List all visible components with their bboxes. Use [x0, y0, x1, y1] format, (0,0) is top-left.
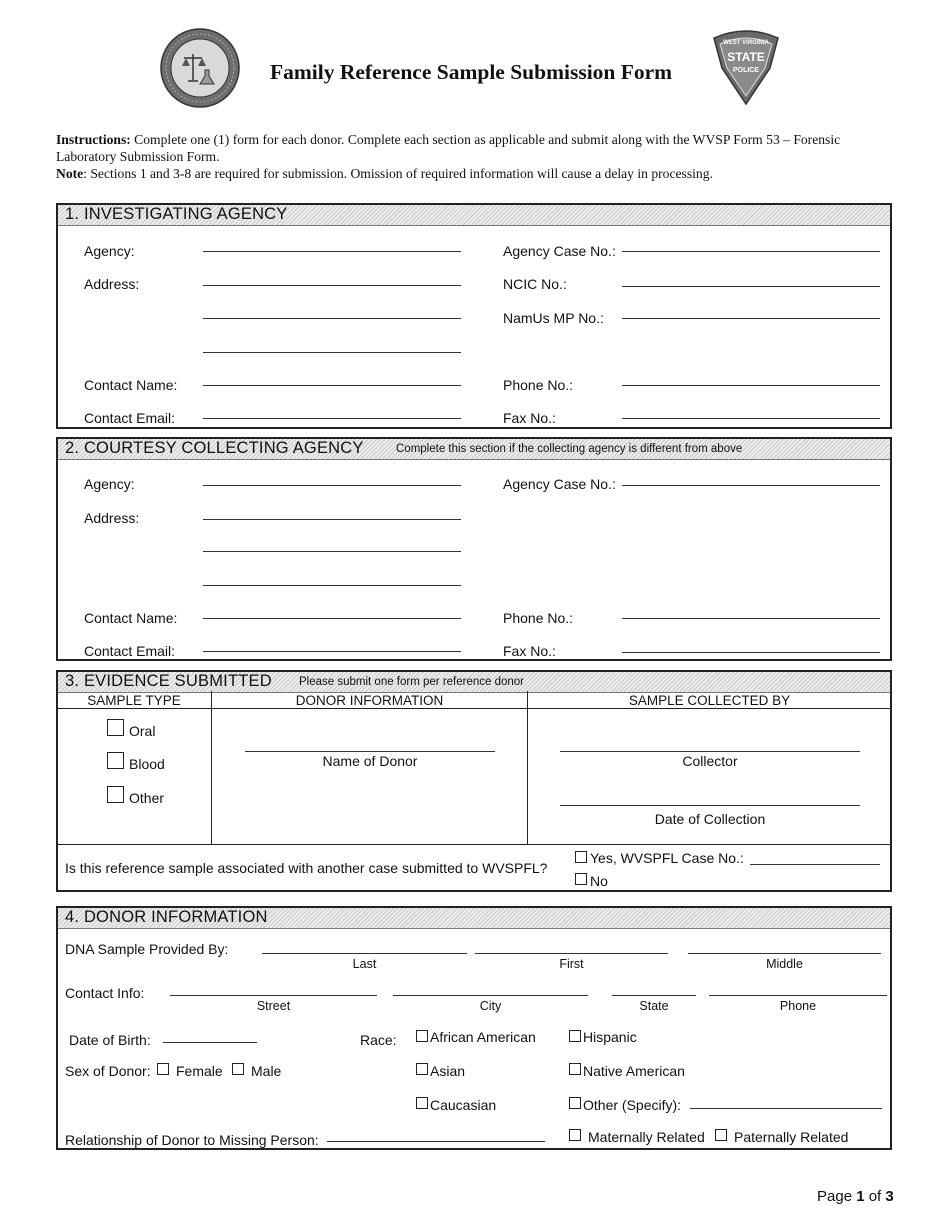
contact-email-label: Contact Email:	[84, 410, 176, 426]
section-title: 4. DONOR INFORMATION	[65, 908, 268, 926]
contact-email-label: Contact Email:	[84, 643, 176, 659]
ncic-field[interactable]	[622, 286, 880, 287]
native-american-checkbox[interactable]	[569, 1063, 581, 1075]
contact-name-label: Contact Name:	[84, 610, 178, 626]
instructions-lead: Instructions:	[56, 132, 131, 147]
name-of-donor-field[interactable]	[245, 751, 495, 752]
note-lead: Note	[56, 166, 84, 181]
caucasian-label: Caucasian	[430, 1097, 497, 1113]
oral-checkbox[interactable]	[107, 719, 124, 736]
other-checkbox[interactable]	[107, 786, 124, 803]
collector-label: Collector	[682, 753, 738, 769]
middle-name-field[interactable]	[688, 953, 881, 954]
name-of-donor-label: Name of Donor	[322, 753, 418, 769]
table-header-rule	[57, 708, 891, 709]
section-title: 1. INVESTIGATING AGENCY	[65, 205, 288, 223]
table-bottom-rule	[57, 844, 891, 845]
agency-label: Agency:	[84, 476, 135, 492]
badge-line3: POLICE	[732, 67, 760, 74]
maternal-checkbox[interactable]	[569, 1129, 581, 1141]
address-label: Address:	[84, 510, 140, 526]
middle-caption: Middle	[766, 957, 803, 971]
phone-field[interactable]	[709, 995, 887, 996]
ncic-label: NCIC No.:	[503, 276, 567, 292]
page-of: of	[864, 1188, 886, 1205]
agency-field[interactable]	[203, 485, 461, 486]
paternal-label: Paternally Related	[734, 1129, 849, 1145]
section-courtesy-collecting-agency	[56, 437, 892, 661]
male-label: Male	[251, 1063, 282, 1079]
asian-label: Asian	[430, 1063, 466, 1079]
relationship-field[interactable]	[327, 1141, 545, 1142]
female-checkbox[interactable]	[157, 1063, 169, 1075]
other-race-checkbox[interactable]	[569, 1097, 581, 1109]
wvspfl-case-field[interactable]	[750, 864, 880, 865]
hispanic-label: Hispanic	[583, 1029, 637, 1045]
paternal-checkbox[interactable]	[715, 1129, 727, 1141]
phone-label: Phone No.:	[503, 377, 574, 393]
african-american-checkbox[interactable]	[416, 1030, 428, 1042]
badge-line1: WEST VIRGINIA	[723, 40, 769, 46]
street-caption: Street	[256, 999, 291, 1013]
other-race-label: Other (Specify):	[583, 1097, 682, 1113]
maternal-label: Maternally Related	[588, 1129, 705, 1145]
sex-label: Sex of Donor:	[65, 1063, 151, 1079]
col-sample-type: SAMPLE TYPE	[87, 693, 181, 708]
section-note: Complete this section if the collecting agency is different from above	[396, 443, 743, 455]
column-divider-1	[211, 691, 212, 845]
phone-label: Phone No.:	[503, 610, 574, 626]
native-american-label: Native American	[583, 1063, 685, 1079]
state-caption: State	[639, 999, 669, 1013]
last-caption: Last	[352, 957, 377, 971]
page-current: 1	[856, 1188, 865, 1205]
yes-checkbox[interactable]	[575, 851, 587, 863]
note-text: : Sections 1 and 3-8 are required for submission. Omission of required information will cause a delay in processing.	[83, 166, 713, 181]
address-field-2[interactable]	[203, 551, 461, 552]
phone-field[interactable]	[622, 385, 880, 386]
blood-label: Blood	[129, 756, 165, 772]
namus-field[interactable]	[622, 318, 880, 319]
address-field-2[interactable]	[203, 318, 461, 319]
section-title: 3. EVIDENCE SUBMITTED	[65, 672, 272, 690]
page-number	[817, 1188, 894, 1205]
relationship-label: Relationship of Donor to Missing Person:	[65, 1132, 319, 1148]
fax-field[interactable]	[622, 418, 880, 419]
section-note: Please submit one form per reference donor	[299, 676, 525, 688]
asian-checkbox[interactable]	[416, 1063, 428, 1075]
date-of-collection-field[interactable]	[560, 805, 860, 806]
page-prefix: Page	[817, 1188, 857, 1205]
contact-name-field[interactable]	[203, 618, 461, 619]
no-label: No	[590, 873, 608, 889]
column-divider-2	[527, 691, 528, 845]
first-name-field[interactable]	[475, 953, 668, 954]
contact-email-field[interactable]	[203, 651, 461, 652]
address-field-3[interactable]	[203, 352, 461, 353]
forensic-laboratory-seal	[160, 28, 240, 108]
section-header	[58, 672, 890, 693]
section-investigating-agency	[56, 203, 892, 429]
hispanic-checkbox[interactable]	[569, 1030, 581, 1042]
race-label: Race:	[360, 1032, 397, 1048]
associated-case-question: Is this reference sample associated with another case submitted to WVSPFL?	[65, 860, 548, 876]
agency-label: Agency:	[84, 243, 135, 259]
address-field-1[interactable]	[203, 285, 461, 286]
instructions-text1: Complete one (1) form for each donor. Complete each section as applicable and submit along with the WVSP Form 53 – Forensic	[130, 132, 841, 147]
fax-label: Fax No.:	[503, 410, 556, 426]
agency-case-field[interactable]	[622, 485, 880, 486]
date-of-collection-label: Date of Collection	[654, 811, 766, 827]
male-checkbox[interactable]	[232, 1063, 244, 1075]
agency-field[interactable]	[203, 251, 461, 252]
african-american-label: African American	[430, 1029, 536, 1045]
form-title: Family Reference Sample Submission Form	[270, 60, 673, 84]
agency-case-label: Agency Case No.:	[503, 476, 616, 492]
fax-label: Fax No.:	[503, 643, 556, 659]
instructions	[56, 131, 906, 182]
badge-line2: STATE	[727, 50, 765, 64]
contact-name-field[interactable]	[203, 385, 461, 386]
section-title: 2. COURTESY COLLECTING AGENCY	[65, 439, 364, 457]
oral-label: Oral	[129, 723, 156, 739]
page-total: 3	[885, 1188, 894, 1205]
contact-email-field[interactable]	[203, 418, 461, 419]
instructions-text2: Laboratory Submission Form.	[56, 149, 220, 164]
blood-checkbox[interactable]	[107, 752, 124, 769]
no-checkbox[interactable]	[575, 873, 587, 885]
section-header	[58, 439, 890, 460]
contact-info-label: Contact Info:	[65, 985, 145, 1001]
col-donor-info: DONOR INFORMATION	[295, 693, 444, 708]
address-label: Address:	[84, 276, 140, 292]
last-name-field[interactable]	[262, 953, 467, 954]
caucasian-checkbox[interactable]	[416, 1097, 428, 1109]
contact-name-label: Contact Name:	[84, 377, 178, 393]
namus-label: NamUs MP No.:	[503, 310, 604, 326]
address-field-3[interactable]	[203, 585, 461, 586]
address-field-1[interactable]	[203, 519, 461, 520]
agency-case-label: Agency Case No.:	[503, 243, 616, 259]
female-label: Female	[176, 1063, 223, 1079]
wv-state-police-badge	[708, 28, 784, 106]
yes-label: Yes, WVSPFL Case No.:	[590, 850, 744, 866]
dob-label: Date of Birth:	[69, 1032, 151, 1048]
collector-field[interactable]	[560, 751, 860, 752]
first-caption: First	[559, 957, 584, 971]
city-caption: City	[479, 999, 502, 1013]
state-field[interactable]	[612, 995, 696, 996]
fax-field[interactable]	[622, 652, 880, 653]
street-field[interactable]	[170, 995, 377, 996]
agency-case-field[interactable]	[622, 251, 880, 252]
section-header	[58, 908, 890, 929]
section-header	[58, 205, 890, 226]
other-label: Other	[129, 790, 165, 806]
phone-caption: Phone	[779, 999, 817, 1013]
dob-field[interactable]	[163, 1042, 257, 1043]
dna-provided-by-label: DNA Sample Provided By:	[65, 941, 229, 957]
col-collected-by: SAMPLE COLLECTED BY	[628, 693, 791, 708]
city-field[interactable]	[393, 995, 588, 996]
other-race-field[interactable]	[690, 1108, 882, 1109]
phone-field[interactable]	[622, 618, 880, 619]
